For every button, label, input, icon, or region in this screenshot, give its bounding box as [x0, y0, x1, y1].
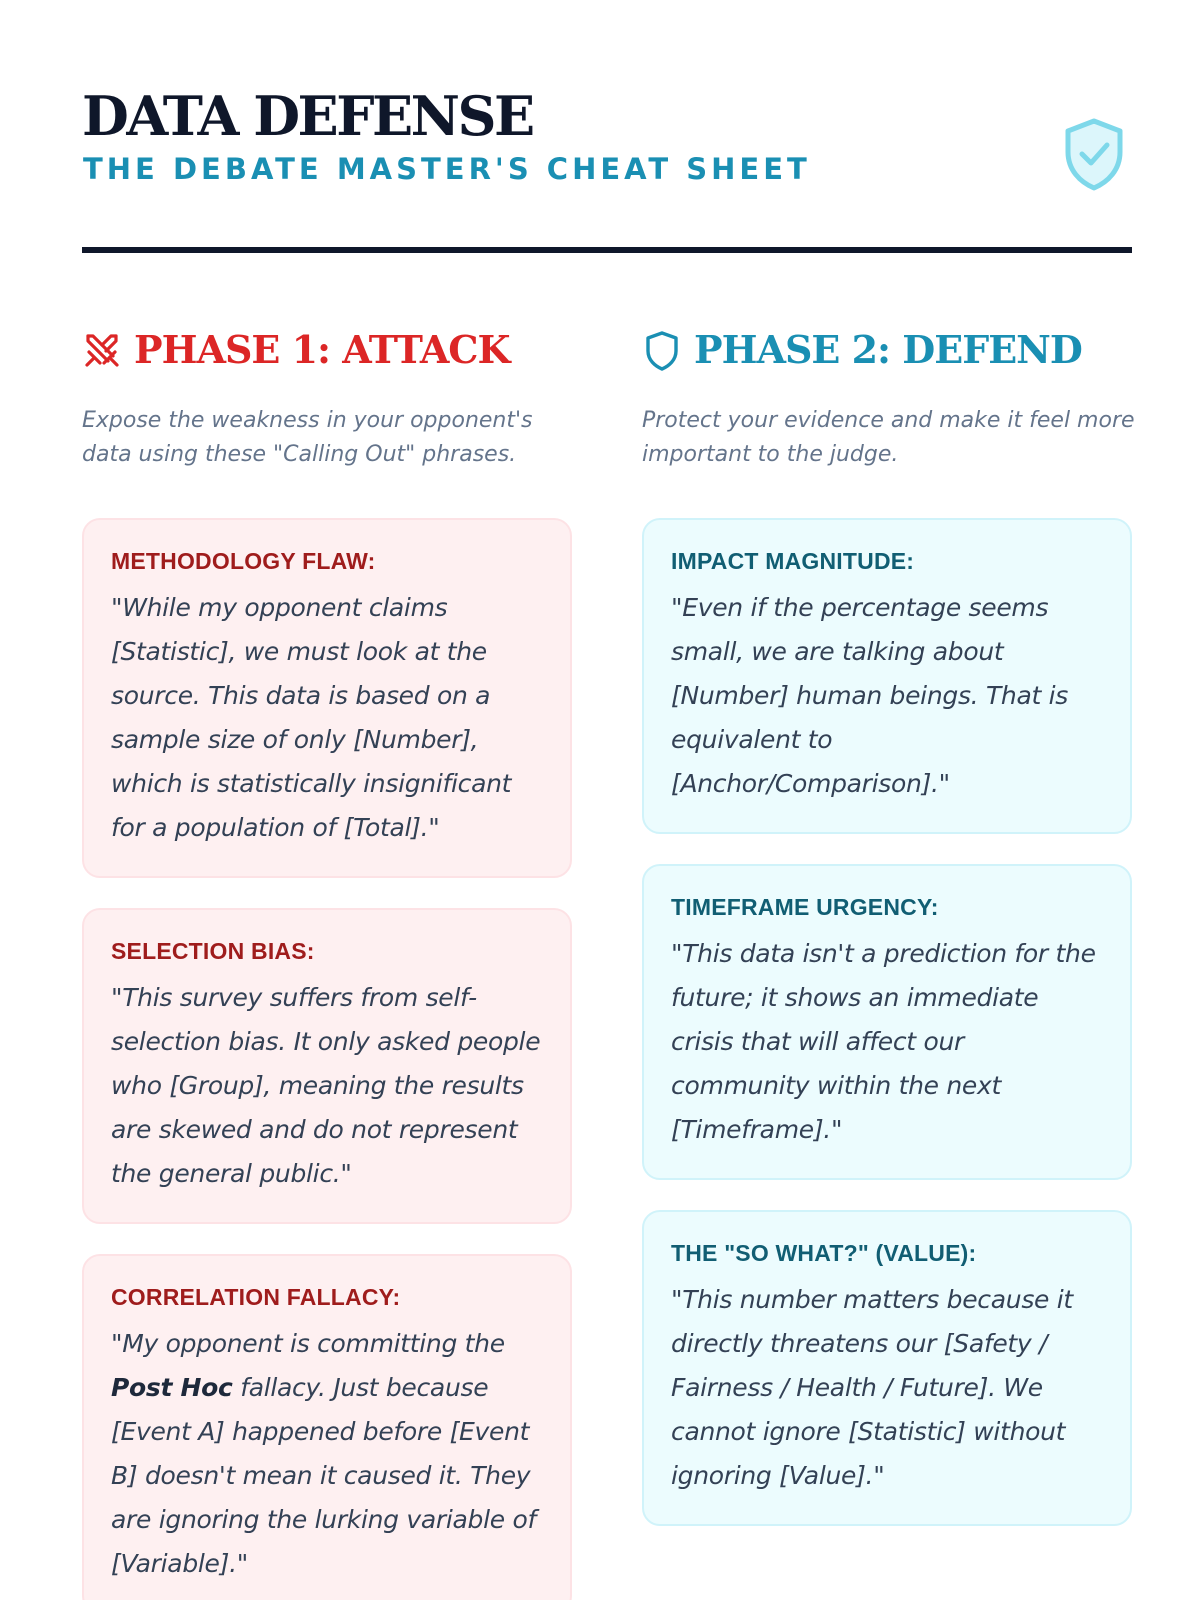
card-label: IMPACT MAGNITUDE: [671, 548, 915, 574]
crossed-swords-icon [82, 328, 122, 372]
attack-column [82, 320, 572, 1600]
card-quote [111, 1322, 544, 1586]
attack-title: PHASE 1: ATTACK [134, 327, 510, 372]
defend-card-timeframe [642, 864, 1132, 1180]
page-subtitle: THE DEBATE MASTER'S CHEAT SHEET [83, 152, 811, 186]
card-quote: "This number matters because it directly threatens our [Safety / Fairness / Health / Future]. We cannot ignore [Statistic] without ignoring [Value]." [671, 1285, 1073, 1490]
shield-icon [642, 328, 682, 372]
card-quote: "Even if the percentage seems small, we are talking about [Number] human beings. That is equivalent to [Anchor/Comparison]." [671, 593, 1069, 798]
defend-cards [642, 518, 1132, 1526]
card-label: METHODOLOGY FLAW: [111, 548, 376, 574]
attack-description: Expose the weakness in your opponent's data using these "Calling Out" phrases. [82, 408, 533, 467]
quote-emphasis: Post Hoc [111, 1373, 233, 1402]
card-quote: "This data isn't a prediction for the future; it shows an immediate crisis that will affect our community within the next [Timeframe]." [671, 939, 1096, 1144]
header [82, 86, 1126, 206]
quote-part: "My opponent is committing the [111, 1329, 505, 1358]
card-label: TIMEFRAME URGENCY: [671, 894, 939, 920]
attack-heading [82, 320, 572, 380]
attack-card-methodology [82, 518, 572, 878]
card-label: CORRELATION FALLACY: [111, 1284, 401, 1310]
defend-description: Protect your evidence and make it feel more important to the judge. [642, 408, 1135, 467]
header-divider [82, 247, 1132, 253]
defend-card-impact [642, 518, 1132, 834]
shield-check-icon [1062, 116, 1126, 192]
attack-card-correlation [82, 1254, 572, 1600]
card-quote: "While my opponent claims [Statistic], we must look at the source. This data is based on a sample size of only [Number], which is statistically insignificant for a population of [Total]." [111, 593, 512, 842]
defend-heading [642, 320, 1132, 380]
defend-column [642, 320, 1135, 1556]
attack-card-selection-bias [82, 908, 572, 1224]
card-label: THE "SO WHAT?" (VALUE): [671, 1240, 977, 1266]
page-title: DATA DEFENSE [82, 84, 533, 148]
attack-cards [82, 518, 572, 1600]
defend-card-value [642, 1210, 1132, 1526]
card-quote: "This survey suffers from self-selection bias. It only asked people who [Group], meaning the results are skewed and do not represent the general public." [111, 983, 541, 1188]
card-label: SELECTION BIAS: [111, 938, 315, 964]
quote-part: fallacy. Just because [Event A] happened before [Event B] doesn't mean it caused it. They are ignoring the lurking variable of [Variable]." [111, 1373, 536, 1578]
defend-title: PHASE 2: DEFEND [694, 327, 1082, 372]
